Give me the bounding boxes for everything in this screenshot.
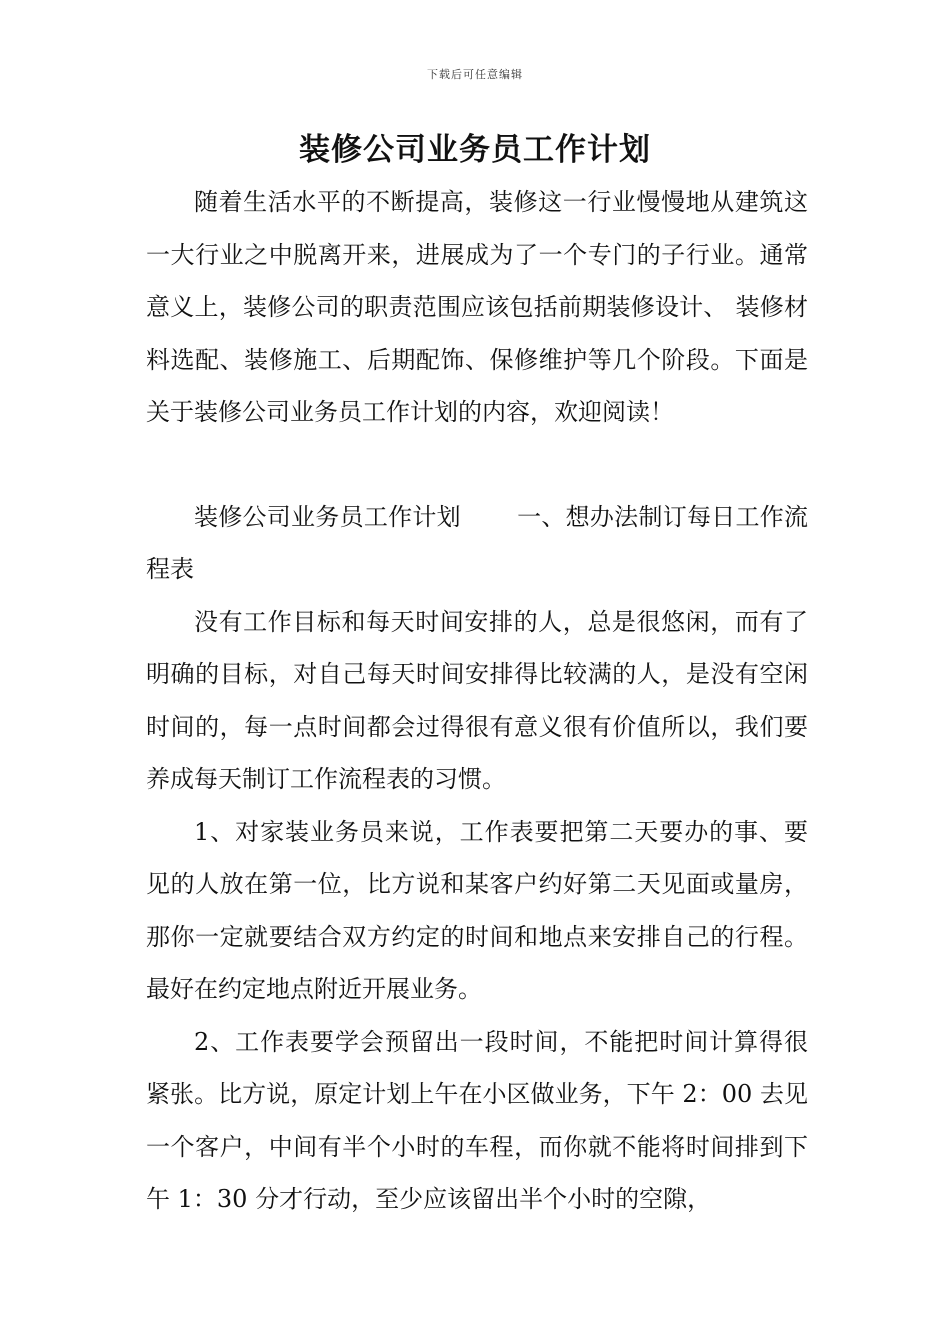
section-heading (146, 491, 808, 596)
header-note: 下载后可任意编辑 (427, 68, 523, 81)
section-heading-text: 一、想办法制订每日工作流程表 (146, 502, 809, 583)
section-label: 装修公司业务员工作计划 (194, 502, 461, 531)
page-title: 装修公司业务员工作计划 (299, 132, 651, 168)
intro-paragraph: 随着生活水平的不断提高，装修这一行业慢慢地从建筑这一大行业之中脱离开来，进展成为了一个专门的子行业。通常意义上，装修公司的职责范围应该包括前期装修设计、 装修材料选配、装修施工、后期配饰、保修维护等几个阶段。下面是关于装修公司业务员工作计划的内容，欢迎阅读！ (146, 188, 808, 426)
document-body (146, 176, 808, 1226)
body-paragraph: 没有工作目标和每天时间安排的人，总是很悠闲，而有了明确的目标，对自己每天时间安排得比较满的人，是没有空闲时间的，每一点时间都会过得很有意义很有价值所以，我们要养成每天制订工作流程表的习惯。 (146, 607, 808, 793)
body-paragraph: 2、工作表要学会预留出一段时间，不能把时间计算得很紧张。比方说，原定计划上午在小区做业务，下午 2：00 去见一个客户，中间有半个小时的车程，而你就不能将时间排到下午 1：30 分才行动，至少应该留出半个小时的空隙， (146, 1027, 808, 1213)
body-paragraph: 1、对家装业务员来说，工作表要把第二天要办的事、要见的人放在第一位，比方说和某客户约好第二天见面或量房，那你一定就要结合双方约定的时间和地点来安排自己的行程。最好在约定地点附近开展业务。 (146, 817, 808, 1003)
